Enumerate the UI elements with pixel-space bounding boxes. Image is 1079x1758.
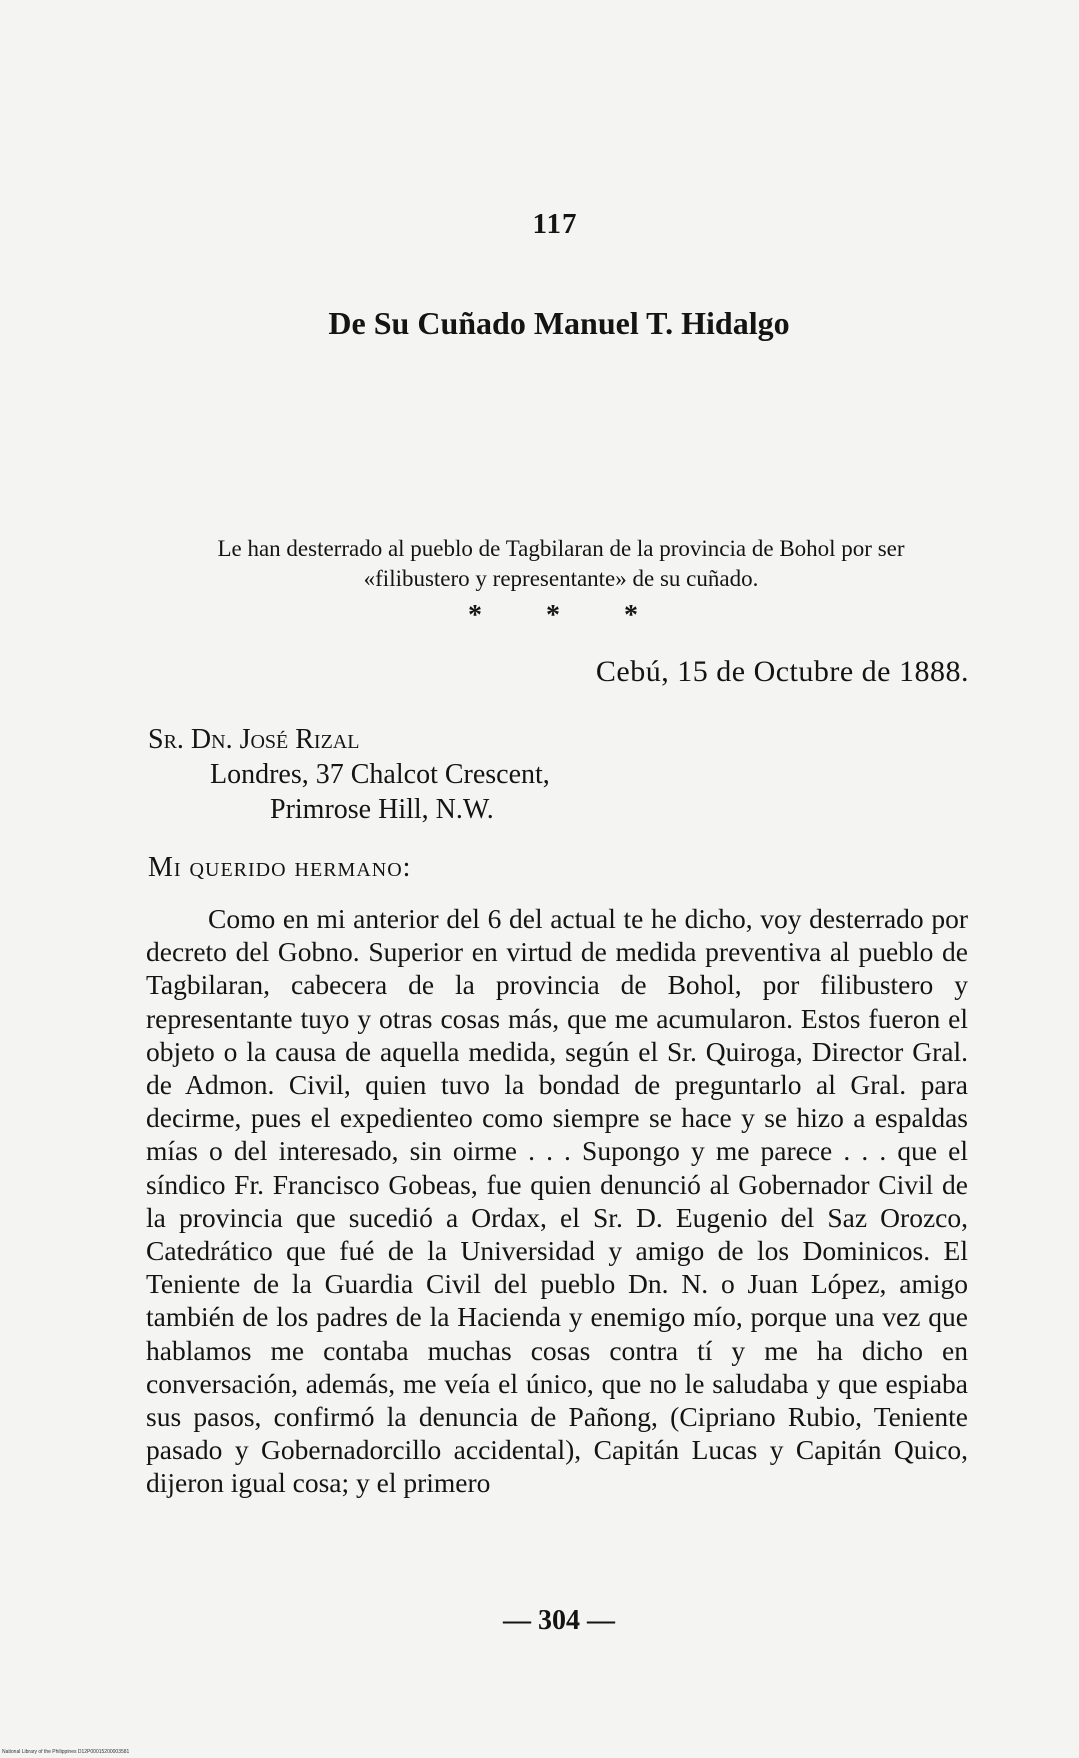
letter-number: 117 [532,208,578,240]
address-line-name: Sr. Dn. José Rizal [148,724,360,755]
letter-body: Como en mi anterior del 6 del actual te he dicho, voy desterrado por decreto del Gobno. Superior en virtud de medida preventiva al pueblo de Tagbilaran, cabecera de la provincia de Bohol, por filibustero y representante tuyo y otras cosas más, que me acumularon. Estos fueron el objeto o la causa de aquella medida, según el Sr. Quiroga, Director Gral. de Admon. Civil, quien tuvo la bondad de preguntarlo al Gral. para decirme, pues el expedienteo como siempre se hace y se hizo a espaldas mías o del interesado, sin oirme . . . Supongo y me parece . . . que el síndico Fr. Francisco Gobeas, fue quien denunció al Gobernador Civil de la provincia que sucedió a Ordax, el Sr. D. Eugenio del Saz Orozco, Catedrático que fué de la Universidad y amigo de los Dominicos. El Teniente de la Guardia Civil del pueblo Dn. N. o Juan López, amigo también de los padres de la Hacienda y enemigo mío, porque una vez que hablamos me contaba muchas cosas contra tí y me ha dicho en conversación, además, me veía el único, que no le saludaba y que espiaba sus pasos, confirmó la denuncia de Pañong, (Cipriano Rubio, Teniente pasado y Gobernadorcillo accidental), Capitán Lucas y Capitán Quico, dijeron igual cosa; y el primero [146,903,968,1499]
address-line-district: Primrose Hill, N.W. [270,794,494,825]
separator-star: * [468,600,482,631]
address-line-street: Londres, 37 Chalcot Crescent, [210,759,550,790]
salutation: Mi querido hermano: [148,852,412,883]
separator-star: * [546,600,560,631]
scan-footer: National Library of the Philippines D12P00015200003581 [2,1749,130,1755]
letter-summary: Le han desterrado al pueblo de Tagbilaran de la provincia de Bohol por ser «filibustero y representante» de su cuñado. [217,536,905,591]
section-separator [468,600,638,632]
dateline: Cebú, 15 de Octubre de 1888. [595,655,969,688]
page-number: — 304 — [503,1605,615,1636]
separator-star: * [624,600,638,631]
recipient-address [148,722,550,827]
letter-title: De Su Cuñado Manuel T. Hidalgo [328,305,790,341]
